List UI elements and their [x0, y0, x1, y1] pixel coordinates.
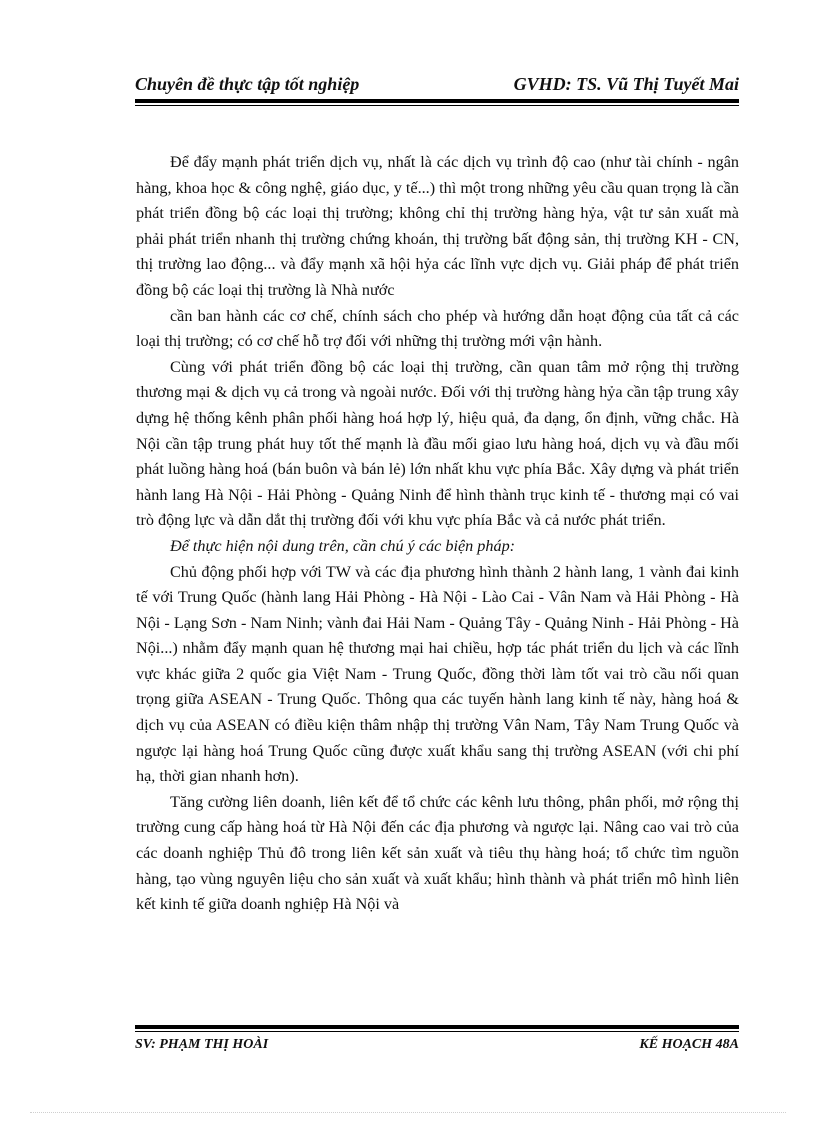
- document-body: [136, 150, 739, 918]
- footer-class: KẾ HOẠCH 48A: [639, 1037, 739, 1052]
- paragraph-1: Để đẩy mạnh phát triển dịch vụ, nhất là các dịch vụ trình độ cao (như tài chính - ngân hàng, khoa học & công nghệ, giáo dục, y tế...) thì một trong những yêu cầu quan trọng là cần phát triển đồng bộ các loại thị trường; không chỉ thị trường hàng hỷa, vật tư sản xuất mà phải phát triển nhanh thị trường chứng khoán, thị trường bất động sản, thị trường KH - CN, thị trường lao động... và đẩy mạnh xã hội hỷa các lĩnh vực dịch vụ. Giải pháp để phát triển đồng bộ các loại thị trường là Nhà nước: [136, 153, 739, 299]
- paragraph-2: cần ban hành các cơ chế, chính sách cho phép và hướng dẫn hoạt động của tất cả các loại thị trường; có cơ chế hỗ trợ đối với những thị trường mới vận hành.: [136, 306, 739, 351]
- measures-heading: Để thực hiện nội dung trên, cần chú ý các biện pháp:: [170, 536, 516, 555]
- paragraph-5: Tăng cường liên doanh, liên kết để tổ chức các kênh lưu thông, phân phối, mở rộng thị trường cung cấp hàng hoá từ Hà Nội đến các địa phương và ngược lại. Nâng cao vai trò của các doanh nghiệp Thủ đô trong liên kết sản xuất và tiêu thụ hàng hoá; tổ chức tìm nguồn hàng, tạo vùng nguyên liệu cho sản xuất và xuất khẩu; hình thành và phát triển mô hình liên kết kinh tế giữa doanh nghiệp Hà Nội và: [136, 792, 739, 914]
- header-rule-thin: [135, 105, 739, 106]
- page-footer: [135, 1037, 739, 1059]
- paragraph-4: Chủ động phối hợp với TW và các địa phương hình thành 2 hành lang, 1 vành đai kinh tế với Trung Quốc (hành lang Hải Phòng - Hà Nội - Lào Cai - Vân Nam và Hải Phòng - Hà Nội - Lạng Sơn - Nam Ninh; vành đai Hải Nam - Quảng Tây - Quảng Ninh - Hải Phòng - Hà Nội...) nhằm đẩy mạnh quan hệ thương mại hai chiều, hợp tác phát triển du lịch và các lĩnh vực khác giữa 2 quốc gia Việt Nam - Trung Quốc, đồng thời làm tốt vai trò cầu nối quan trọng giữa ASEAN - Trung Quốc. Thông qua các tuyến hành lang kinh tế này, hàng hoá & dịch vụ của ASEAN có điều kiện thâm nhập thị trường Vân Nam, Tây Nam Trung Quốc và ngược lại hàng hoá Trung Quốc cũng được xuất khẩu sang thị trường ASEAN (với chi phí hạ, thời gian nhanh hơn).: [136, 562, 739, 786]
- header-rule-thick: [135, 99, 739, 103]
- footer-rule-thin: [135, 1031, 739, 1032]
- paragraph-3: Cùng với phát triển đồng bộ các loại thị trường, cần quan tâm mở rộng thị trường thương mại & dịch vụ cả trong và ngoài nước. Đối với thị trường hàng hỷa cần tập trung xây dựng hệ thống kênh phân phối hàng hoá hợp lý, hiệu quả, đa dạng, ổn định, vững chắc. Hà Nội cần tập trung phát huy tốt thế mạnh là đầu mối giao lưu hàng hoá, dịch vụ và đầu mối phát luồng hàng hoá (bán buôn và bán lẻ) lớn nhất khu vực phía Bắc. Xây dựng và phát triển hành lang Hà Nội - Hải Phòng - Quảng Ninh để hình thành trục kinh tế - thương mại có vai trò động lực và dẫn dắt thị trường đối với khu vực phía Bắc và cả nước phát triển.: [136, 357, 739, 530]
- footer-student: SV: PHẠM THỊ HOÀI: [135, 1037, 269, 1052]
- header-advisor: GVHD: TS. Vũ Thị Tuyết Mai: [513, 74, 739, 94]
- page-edge-divider: [30, 1112, 786, 1113]
- page-header: [135, 72, 739, 98]
- footer-rule-thick: [135, 1025, 739, 1029]
- header-title: Chuyên đề thực tập tốt nghiệp: [135, 74, 360, 94]
